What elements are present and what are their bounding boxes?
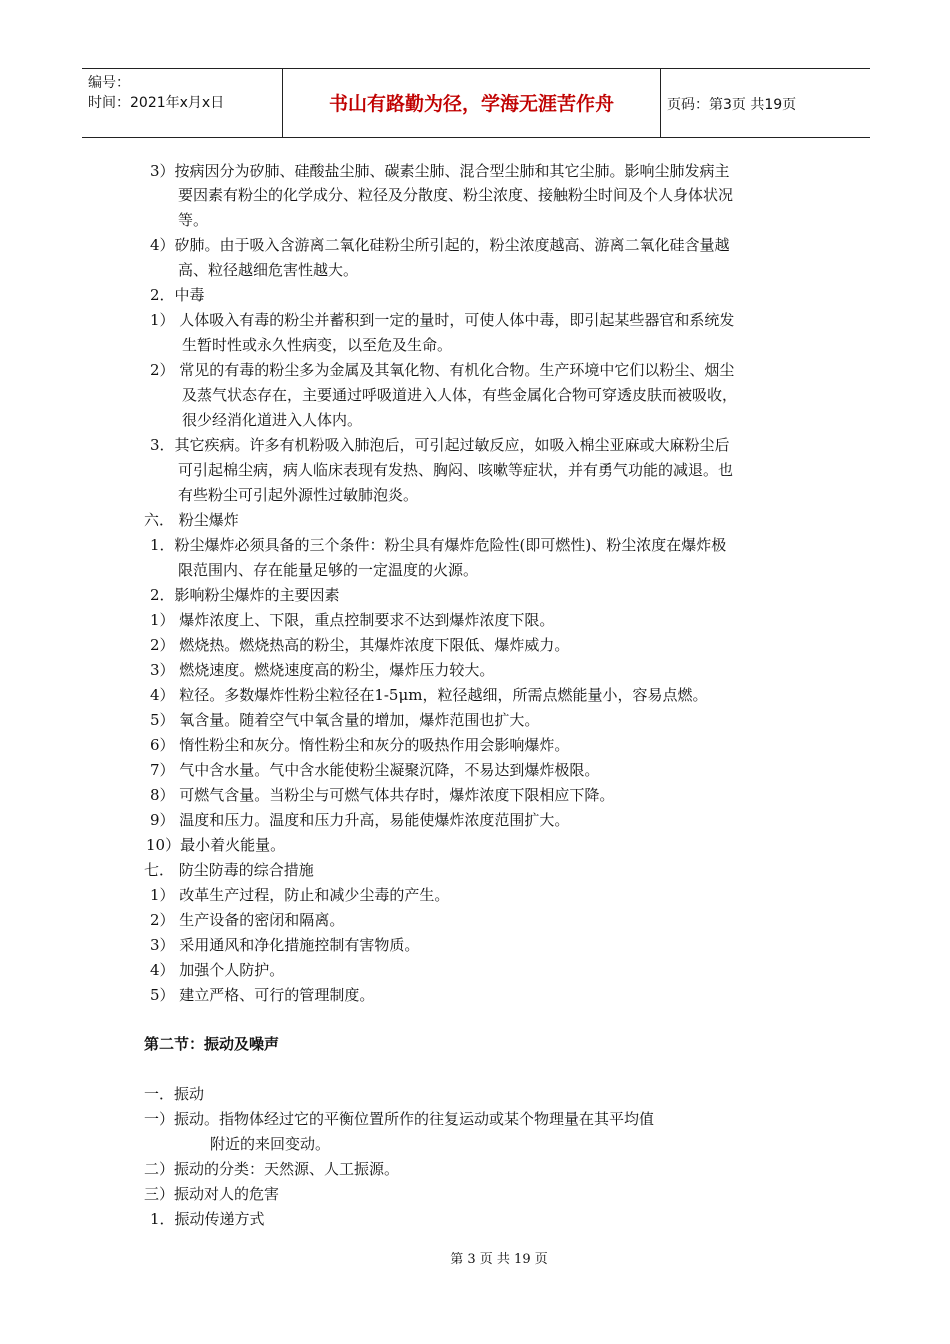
list-item: 7） 气中含水量。气中含水能使粉尘凝聚沉降，不易达到爆炸极限。 — [150, 761, 600, 779]
header-left-cell — [82, 69, 283, 137]
text-line: 4）矽肺。由于吸入含游离二氧化硅粉尘所引起的，粉尘浓度越高、游离二氧化硅含量越 — [150, 236, 730, 254]
text-line: 可引起棉尘病，病人临床表现有发热、胸闷、咳嗽等症状，并有勇气功能的减退。也 — [178, 461, 734, 479]
list-item: 2） 燃烧热。燃烧热高的粉尘，其爆炸浓度下限低、爆炸威力。 — [150, 636, 570, 654]
text-line: 高、粒径越细危害性越大。 — [178, 261, 359, 279]
section-heading: 1．振动传递方式 — [150, 1210, 265, 1228]
text-line: 很少经消化道进入人体内。 — [182, 411, 363, 429]
section-heading: 一．振动 — [144, 1085, 205, 1103]
text-line: 生暂时性或永久性病变，以至危及生命。 — [182, 336, 453, 354]
list-item: 3） 燃烧速度。燃烧速度高的粉尘，爆炸压力较大。 — [150, 661, 495, 679]
list-item: 1） 改革生产过程，防止和减少尘毒的产生。 — [150, 886, 450, 904]
date-label: 时间：2021年x月x日 — [88, 95, 225, 111]
list-item: 4） 加强个人防护。 — [150, 961, 285, 979]
serial-label: 编号： — [88, 75, 130, 91]
text-line: 二）振动的分类：天然源、人工振源。 — [144, 1160, 400, 1178]
page-header — [82, 68, 870, 138]
list-item: 5） 建立严格、可行的管理制度。 — [150, 986, 375, 1004]
text-line: 一）振动。指物体经过它的平衡位置所作的往复运动或某个物理量在其平均值 — [144, 1110, 655, 1128]
text-line: 有些粉尘可引起外源性过敏肺泡炎。 — [178, 486, 419, 504]
text-line: 附近的来回变动。 — [210, 1135, 331, 1153]
header-page-cell — [661, 69, 870, 137]
text-line: 及蒸气状态存在，主要通过呼吸道进入人体，有些金属化合物可穿透皮肤而被吸收， — [182, 386, 738, 404]
chapter-section-title: 第二节：振动及噪声 — [144, 1035, 280, 1053]
section-heading: 六． 粉尘爆炸 — [144, 511, 239, 529]
page-footer: 第 3 页 共 19 页 — [450, 1252, 548, 1267]
section-heading: 三）振动对人的危害 — [144, 1185, 280, 1203]
text-line: 1） 人体吸入有毒的粉尘并蓄积到一定的量时，可使人体中毒，即引起某些器官和系统发 — [150, 311, 735, 329]
text-line: 等。 — [178, 211, 209, 229]
list-item: 10）最小着火能量。 — [146, 836, 286, 854]
text-line: 限范围内、存在能量足够的一定温度的火源。 — [178, 561, 479, 579]
header-page-info: 页码：第3页 共19页 — [667, 97, 797, 113]
list-item: 3） 采用通风和净化措施控制有害物质。 — [150, 936, 420, 954]
text-line: 2） 常见的有毒的粉尘多为金属及其氧化物、有机化合物。生产环境中它们以粉尘、烟尘 — [150, 361, 735, 379]
text-line: 要因素有粉尘的化学成分、粒径及分散度、粉尘浓度、接触粉尘时间及个人身体状况 — [178, 186, 734, 204]
list-item: 8） 可燃气含量。当粉尘与可燃气体共存时，爆炸浓度下限相应下降。 — [150, 786, 615, 804]
list-item: 1） 爆炸浓度上、下限，重点控制要求不达到爆炸浓度下限。 — [150, 611, 555, 629]
list-item: 5） 氧含量。随着空气中氧含量的增加，爆炸范围也扩大。 — [150, 711, 540, 729]
text-line: 3．其它疾病。许多有机粉吸入肺泡后，可引起过敏反应，如吸入棉尘亚麻或大麻粉尘后 — [150, 436, 730, 454]
section-heading: 2．中毒 — [150, 286, 205, 304]
section-heading: 2．影响粉尘爆炸的主要因素 — [150, 586, 340, 604]
text-line: 3）按病因分为矽肺、硅酸盐尘肺、碳素尘肺、混合型尘肺和其它尘肺。影响尘肺发病主 — [150, 162, 730, 180]
section-heading: 七． 防尘防毒的综合措施 — [144, 861, 314, 879]
text-line: 1．粉尘爆炸必须具备的三个条件：粉尘具有爆炸危险性(即可燃性)、粉尘浓度在爆炸极 — [150, 536, 727, 554]
list-item: 6） 惰性粉尘和灰分。惰性粉尘和灰分的吸热作用会影响爆炸。 — [150, 736, 570, 754]
header-motto: 书山有路勤为径，学海无涯苦作舟 — [328, 93, 614, 115]
list-item: 2） 生产设备的密闭和隔离。 — [150, 911, 345, 929]
list-item: 4） 粒径。多数爆炸性粉尘粒径在1-5μm，粒径越细，所需点燃能量小，容易点燃。 — [150, 686, 708, 704]
header-motto-cell — [283, 69, 661, 137]
list-item: 9） 温度和压力。温度和压力升高，易能使爆炸浓度范围扩大。 — [150, 811, 570, 829]
